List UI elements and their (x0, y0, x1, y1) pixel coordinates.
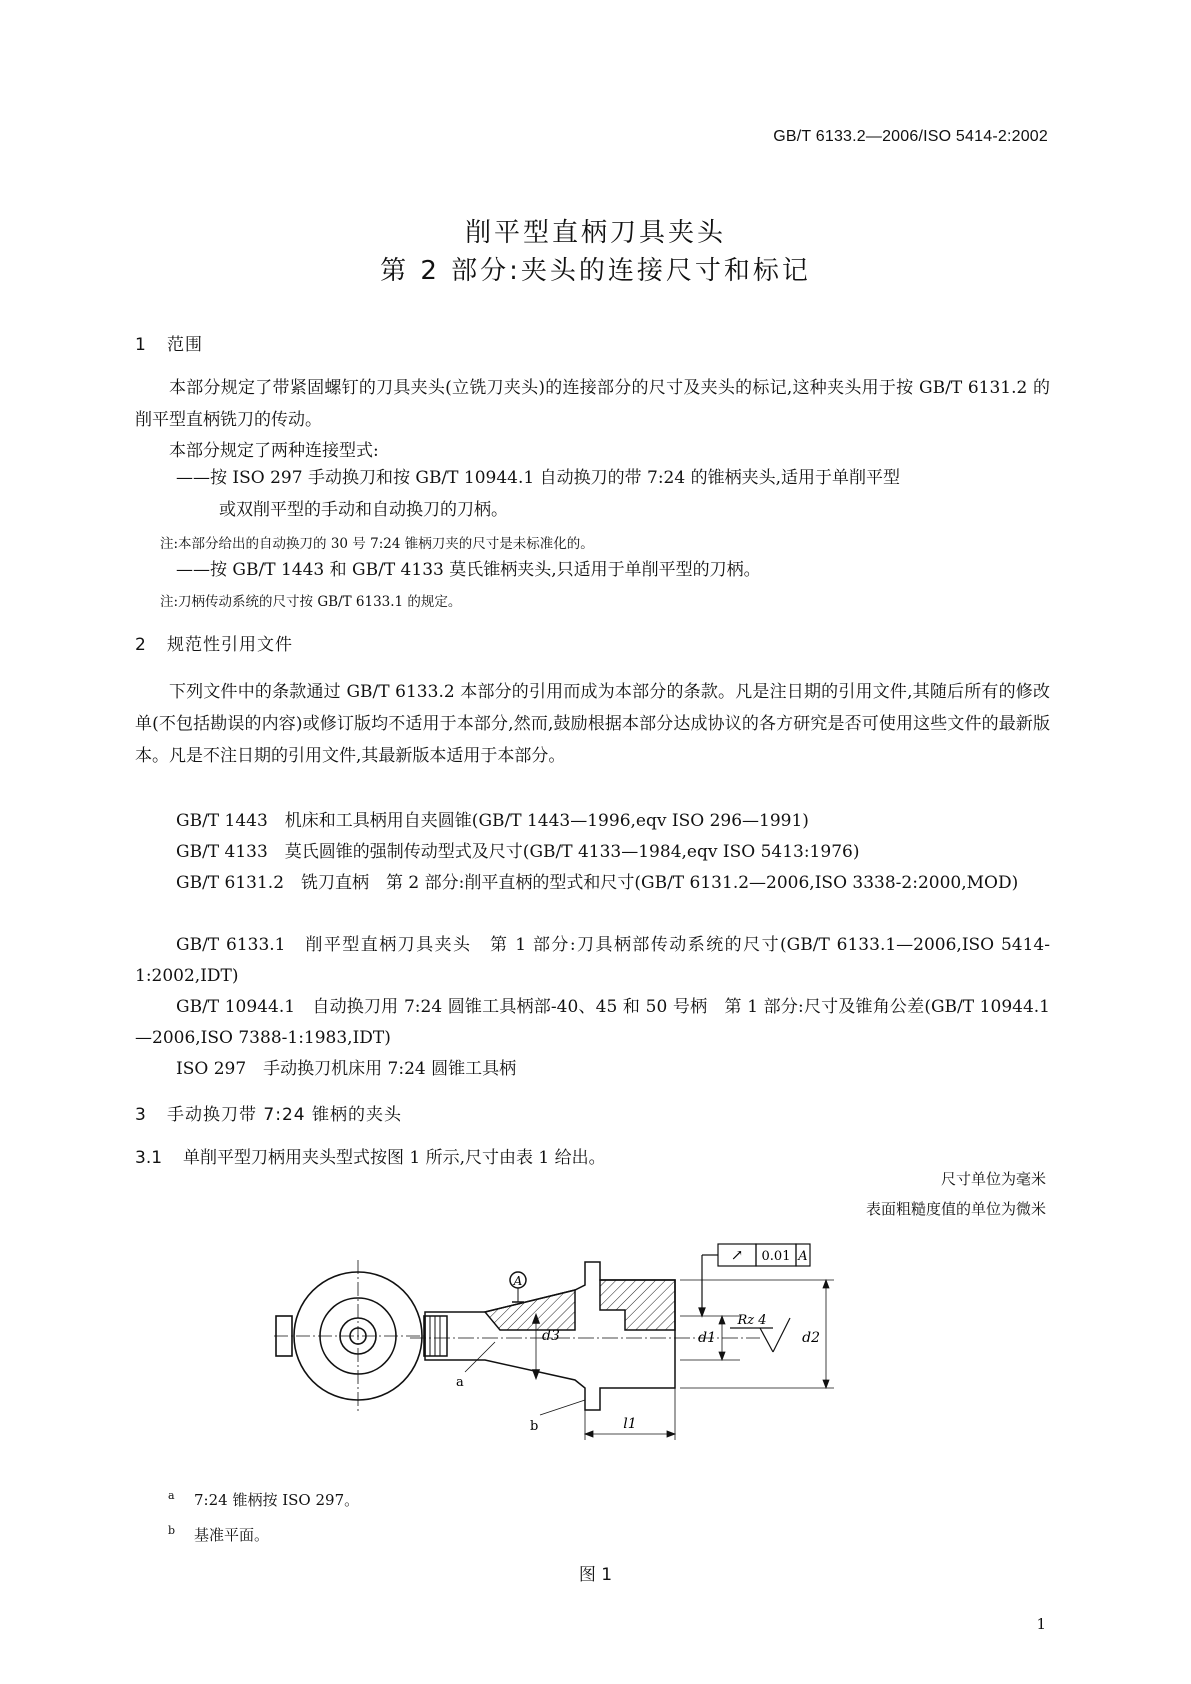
reference-item: ISO 297 手动换刀机床用 7:24 圆锥工具柄 (176, 1059, 517, 1079)
subsection-number: 3.1 (135, 1148, 163, 1168)
reference-item: GB/T 10944.1 自动换刀用 7:24 圆锥工具柄部-40、45 和 50 号柄 第 1 部分:尺寸及锥角公差(GB/T 10944.1—2006,ISO 7388-1:1983,IDT) (135, 997, 1050, 1048)
section-1-forms-intro: 本部分规定了两种连接型式: (169, 441, 379, 461)
list-item-taper (176, 462, 1050, 526)
footnote-b (168, 1524, 269, 1545)
footnote-text: 基准平面。 (194, 1526, 270, 1544)
page-number: 1 (1036, 1615, 1046, 1633)
unit-note-mm: 尺寸单位为毫米 (940, 1170, 1046, 1188)
section-3-heading (135, 1100, 402, 1125)
tolerance-datum: A (798, 1249, 808, 1264)
roughness-value: Rz 4 (737, 1313, 767, 1328)
dimension-d1: d1 (698, 1330, 716, 1346)
figure-1-drawing (270, 1230, 990, 1470)
dimension-d2: d2 (802, 1330, 820, 1346)
footnote-text: 7:24 锥柄按 ISO 297。 (194, 1491, 360, 1509)
footnote-a (168, 1489, 359, 1510)
datum-bubble-label: A (513, 1274, 523, 1288)
doc-subtitle: 第 2 部分:夹头的连接尺寸和标记 (380, 256, 811, 286)
list-item-line: 或双削平型的手动和自动换刀的刀柄。 (219, 500, 508, 520)
section-1-heading (135, 330, 203, 355)
section-title: 手动换刀带 7:24 锥柄的夹头 (167, 1105, 402, 1125)
section-title: 范围 (167, 335, 203, 355)
subsection-3-1 (135, 1143, 606, 1168)
section-2-paragraph: 下列文件中的条款通过 GB/T 6133.2 本部分的引用而成为本部分的条款。凡是注日期的引用文件,其随后所有的修改单(不包括勘误的内容)或修订版均不适用于本部分,然而,鼓励根据本部分达成协议的各方研究是否可使用这些文件的最新版本。凡是不注日期的引用文件,其最新版本适用于本部分。 (135, 682, 1050, 766)
section-number: 3 (135, 1105, 147, 1125)
doc-title: 削平型直柄刀具夹头 (464, 218, 726, 248)
section-2-heading (135, 630, 293, 655)
reference-item: GB/T 4133 莫氏圆锥的强制传动型式及尺寸(GB/T 4133—1984,eqv ISO 5413:1976) (176, 842, 860, 862)
list-item-morse: ——按 GB/T 1443 和 GB/T 4133 莫氏锥柄夹头,只适用于单削平型的刀柄。 (176, 560, 761, 580)
subsection-text: 单削平型刀柄用夹头型式按图 1 所示,尺寸由表 1 给出。 (183, 1148, 606, 1168)
list-item-line: ——按 ISO 297 手动换刀和按 GB/T 10944.1 自动换刀的带 7:24 的锥柄夹头,适用于单削平型 (176, 468, 900, 488)
section-1-paragraph: 本部分规定了带紧固螺钉的刀具夹头(立铣刀夹头)的连接部分的尺寸及夹头的标记,这种夹头用于按 GB/T 6131.2 的削平型直柄铣刀的传动。 (135, 378, 1050, 430)
section-title: 规范性引用文件 (167, 635, 293, 655)
end-view (274, 1260, 442, 1412)
reference-item: GB/T 6133.1 削平型直柄刀具夹头 第 1 部分:刀具柄部传动系统的尺寸(GB/T 6133.1—2006,ISO 5414-1:2002,IDT) (135, 935, 1050, 986)
dimension-l1: l1 (623, 1416, 637, 1432)
runout-symbol-icon: ↗ (730, 1246, 744, 1264)
unit-note-um: 表面粗糙度值的单位为微米 (865, 1200, 1046, 1218)
leader-label-a: a (456, 1375, 464, 1390)
figure-caption: 图 1 (578, 1565, 613, 1585)
footnote-mark: a (168, 1489, 175, 1502)
note-2: 注:刀柄传动系统的尺寸按 GB/T 6133.1 的规定。 (160, 594, 462, 610)
reference-item: GB/T 1443 机床和工具柄用自夹圆锥(GB/T 1443—1996,eqv ISO 296—1991) (176, 811, 809, 831)
section-number: 2 (135, 635, 147, 655)
tolerance-value: 0.01 (761, 1249, 791, 1264)
reference-item: GB/T 6131.2 铣刀直柄 第 2 部分:削平直柄的型式和尺寸(GB/T 6131.2—2006,ISO 3338-2:2000,MOD) (176, 873, 1019, 893)
leader-label-b: b (530, 1419, 539, 1434)
header-standard-code: GB/T 6133.2—2006/ISO 5414-2:2002 (773, 128, 1048, 145)
note-1: 注:本部分给出的自动换刀的 30 号 7:24 锥柄刀夹的尺寸是未标准化的。 (160, 536, 594, 552)
footnote-mark: b (168, 1524, 176, 1537)
dimension-d3: d3 (542, 1328, 560, 1344)
section-number: 1 (135, 335, 147, 355)
